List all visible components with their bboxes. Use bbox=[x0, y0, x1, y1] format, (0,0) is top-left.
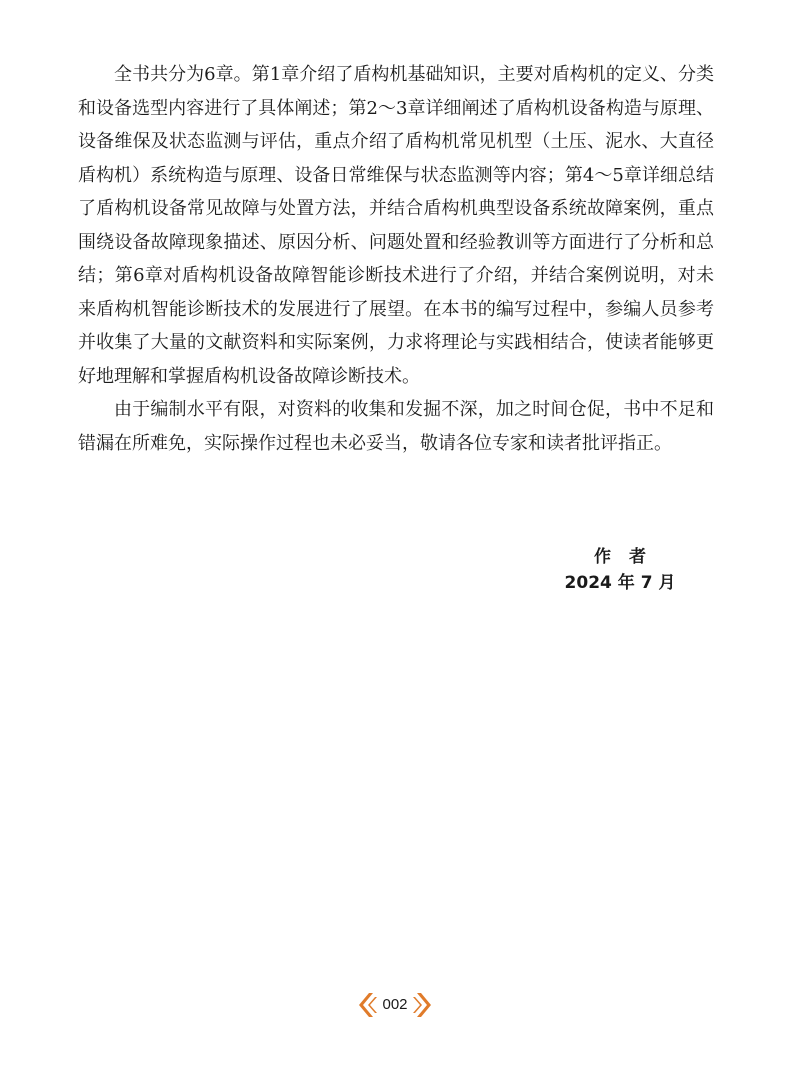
page-number-footer bbox=[355, 991, 435, 1019]
signature-date: 2024 年 7 月 bbox=[564, 573, 676, 593]
page-number: 002 bbox=[382, 996, 408, 1013]
preface-body bbox=[78, 58, 714, 460]
signature-block bbox=[540, 544, 700, 596]
paragraph-acknowledgement: 由于编制水平有限，对资料的收集和发掘不深，加之时间仓促，书中不足和错漏在所难免，实际操作过程也未必妥当，敬请各位专家和读者批评指正。 bbox=[78, 399, 714, 454]
author-signature: 作者 bbox=[594, 547, 664, 567]
paragraph-chapters-overview: 全书共分为6章。第1章介绍了盾构机基础知识，主要对盾构机的定义、分类和设备选型内容进行了具体阐述；第2～3章详细阐述了盾构机设备构造与原理、设备维保及状态监测与评估，重点介绍了盾构机常见机型（土压、泥水、大直径盾构机）系统构造与原理、设备日常维保与状态监测等内容；第4～5章详细总结了盾构机设备常见故障与处置方法，并结合盾构机典型设备系统故障案例，重点围绕设备故障现象描述、原因分析、问题处置和经验教训等方面进行了分析和总结；第6章对盾构机设备故障智能诊断技术进行了介绍，并结合案例说明，对未来盾构机智能诊断技术的发展进行了展望。在本书的编写过程中，参编人员参考并收集了大量的文献资料和实际案例，力求将理论与实践相结合，使读者能够更好地理解和掌握盾构机设备故障诊断技术。 bbox=[78, 64, 714, 387]
